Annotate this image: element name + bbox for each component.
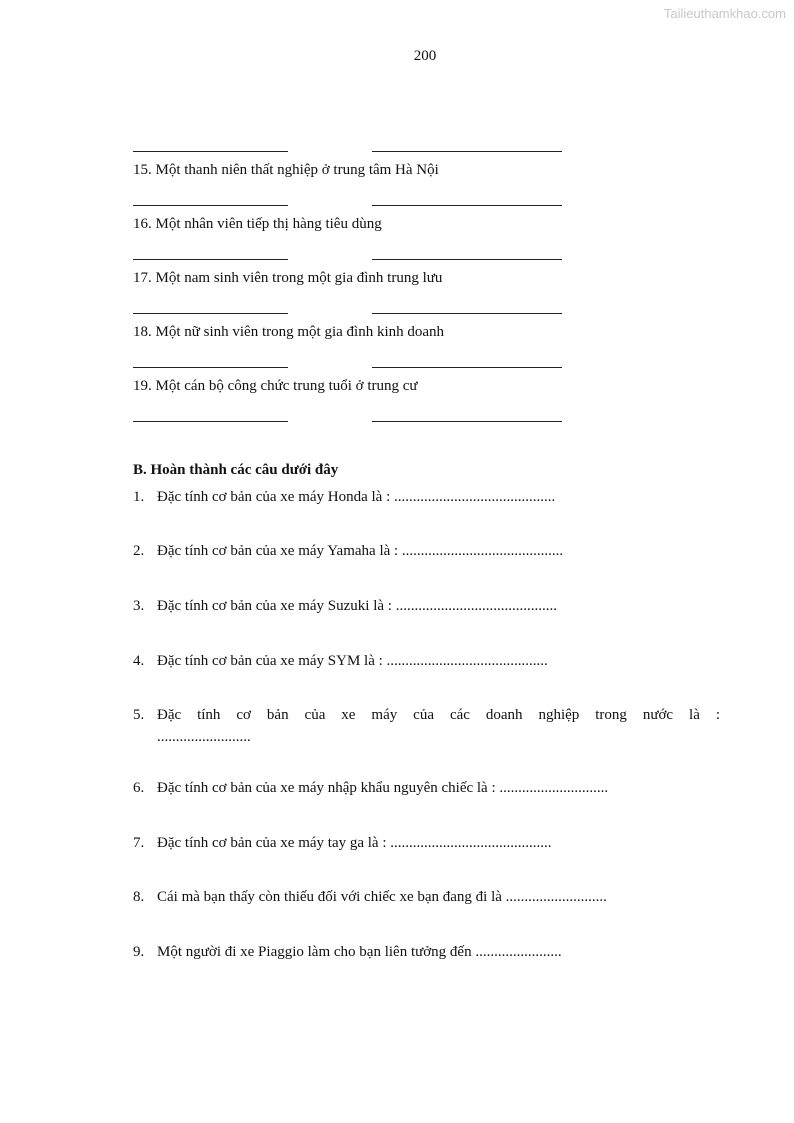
list-item-continuation: .........................	[157, 729, 251, 745]
list-item: Đặc tính cơ bản của xe máy tay ga là : ...........................................	[157, 835, 552, 851]
item-number: 2.	[133, 543, 145, 559]
list-item: Đặc tính cơ bản của xe máy Yamaha là : ...........................................	[157, 543, 564, 559]
list-item: Đặc tính cơ bản của xe máy nhập khẩu nguyên chiếc là : .............................	[157, 780, 609, 796]
answer-line	[133, 367, 288, 368]
item-number: 8.	[133, 889, 145, 905]
item-number: 5.	[133, 707, 145, 723]
answer-line	[133, 421, 288, 422]
page-number: 200	[413, 48, 437, 64]
list-item: 19. Một cán bộ công chức trung tuổi ở trung cư	[133, 378, 418, 394]
item-number: 9.	[133, 944, 145, 960]
list-item: 17. Một nam sinh viên trong một gia đình trung lưu	[133, 270, 443, 286]
list-item: 18. Một nữ sinh viên trong một gia đình kinh doanh	[133, 324, 445, 340]
answer-line	[372, 421, 562, 422]
section-heading: B. Hoàn thành các câu dưới đây	[133, 462, 339, 478]
item-number: 7.	[133, 835, 145, 851]
list-item: Đặc tính cơ bản của xe máy của các doanh nghiệp trong nước là :	[157, 707, 720, 723]
list-item: Đặc tính cơ bản của xe máy SYM là : ...........................................	[157, 653, 548, 669]
answer-line	[133, 151, 288, 152]
list-item: Đặc tính cơ bản của xe máy Suzuki là : ...........................................	[157, 598, 557, 614]
list-item: 16. Một nhân viên tiếp thị hàng tiêu dùng	[133, 216, 382, 232]
answer-line	[133, 259, 288, 260]
item-number: 4.	[133, 653, 145, 669]
item-number: 1.	[133, 489, 145, 505]
answer-line	[372, 313, 562, 314]
answer-line	[133, 313, 288, 314]
item-number: 3.	[133, 598, 145, 614]
answer-line	[372, 205, 562, 206]
list-item: Đặc tính cơ bản của xe máy Honda là : ...........................................	[157, 489, 556, 505]
list-item: 15. Một thanh niên thất nghiệp ở trung tâm Hà Nội	[133, 162, 439, 178]
watermark: Tailieuthamkhao.com	[663, 6, 786, 21]
list-item: Một người đi xe Piaggio làm cho bạn liên tưởng đến .......................	[157, 944, 562, 960]
answer-line	[372, 151, 562, 152]
list-item: Cái mà bạn thấy còn thiếu đối với chiếc xe bạn đang đi là ...........................	[157, 889, 607, 905]
answer-line	[133, 205, 288, 206]
item-number: 6.	[133, 780, 145, 796]
answer-line	[372, 367, 562, 368]
answer-line	[372, 259, 562, 260]
